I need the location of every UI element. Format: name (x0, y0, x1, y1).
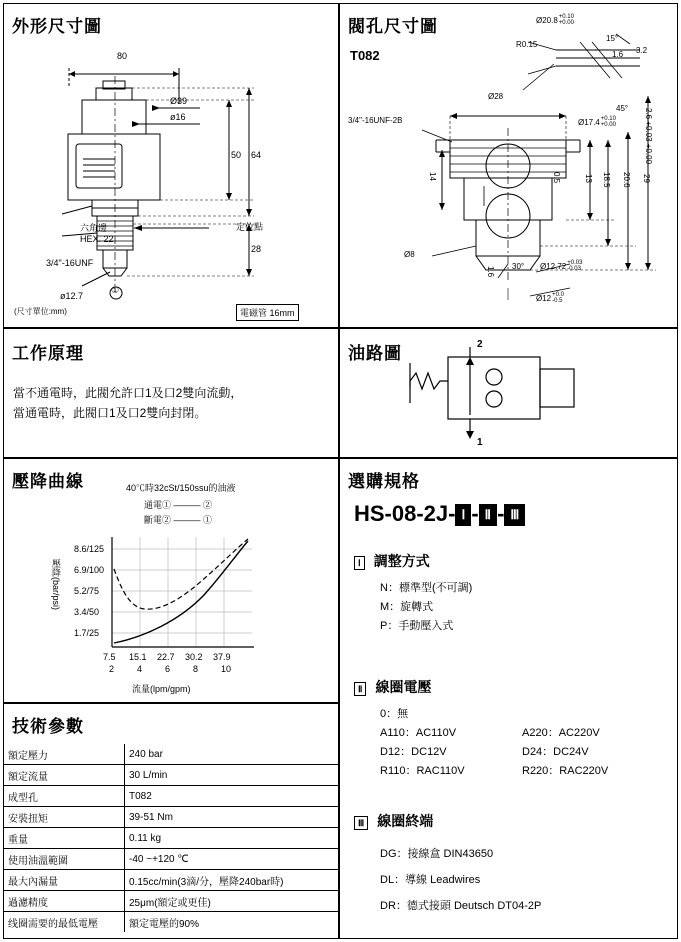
label-height-64: 64 (251, 150, 262, 160)
option-section-1-num: Ⅰ (354, 556, 365, 570)
panel-cavity-title: 閥孔尺寸圖 (348, 17, 438, 36)
option-section-3-num: Ⅲ (354, 816, 368, 830)
label-hex-22: HEX. 22 (80, 234, 114, 244)
label-r1-6: 1.6 (486, 266, 495, 278)
model-code-base: HS-08-2J- (354, 501, 456, 526)
curve-xtick-bot-4: 10 (221, 664, 232, 674)
option-item: A220：AC220V (522, 727, 600, 739)
model-code-tag-3: Ⅲ (504, 504, 525, 526)
label-d12: Ø12+0.0 -0.5 (536, 292, 564, 304)
label-depth-20-6: 20.6 (622, 172, 631, 188)
table-row (4, 807, 338, 828)
spec-value: -40 ~+120 ℃ (125, 849, 339, 870)
label-height-50: 50 (231, 150, 242, 160)
curve-oil-note: 40℃時32cSt/150ssu的油液 (126, 483, 236, 493)
panel-circuit-diagram (339, 328, 678, 458)
label-thread-unf-2b: 3/4"-16UNF-2B (348, 116, 403, 125)
label-unit-note: (尺寸單位:mm) (14, 307, 67, 316)
curve-xtick-top-1: 15.1 (129, 652, 147, 662)
label-height-28: 28 (251, 244, 262, 254)
table-row (4, 786, 338, 807)
label-diameter-12-7: ø12.7 (60, 291, 84, 301)
option-section-2 (354, 677, 670, 781)
panel-outline-dimensions (3, 3, 339, 328)
table-row (4, 891, 338, 912)
model-code-tag-1: Ⅰ (455, 504, 471, 526)
spec-value: 240 bar (125, 744, 339, 765)
option-section-2-num: Ⅱ (354, 682, 366, 696)
principle-line-1: 當不通電時，此閥允許口1及口2雙向流動， (13, 386, 243, 400)
curve-ylabel: 壓降(bar/psi) (51, 559, 61, 611)
curve-ytick-3: 3.4/50 (74, 607, 100, 617)
curve-xtick-bot-3: 8 (193, 664, 199, 674)
spec-value: 39-51 Nm (125, 807, 339, 828)
option-item: N：標準型(不可調) (380, 582, 473, 594)
coil-note-box: 電磁管 16mm (236, 304, 299, 321)
curve-ytick-4: 1.7/25 (74, 628, 100, 638)
panel-ordering-options (339, 458, 678, 939)
option-row (380, 743, 670, 762)
spec-value: 額定電壓的90% (129, 918, 200, 930)
label-hex-cn: 六角邊 (80, 223, 108, 233)
curve-ytick-1: 6.9/100 (74, 565, 105, 575)
label-coil-note (236, 304, 299, 321)
label-diameter-16: ø16 (170, 112, 186, 122)
option-item: R110：RAC110V (380, 765, 465, 777)
curve-legend-deenergized: 斷電② ——— ① (144, 515, 213, 525)
label-thread-unf: 3/4"-16UNF (46, 258, 94, 268)
spec-key: 重量 (4, 828, 125, 849)
specs-table-wrap (4, 744, 338, 932)
option-item: M：旋轉式 (380, 601, 434, 613)
curve-xtick-bot-2: 6 (165, 664, 171, 674)
spec-key: 使用油溫範圍 (4, 849, 125, 870)
circuit-drawing (340, 343, 679, 443)
panel-technical-specs (3, 703, 339, 939)
label-depth-29: 29 (642, 174, 651, 183)
label-callout-1: ① (111, 285, 120, 295)
option-item: DR：德式接頭 Deutsch DT04-2P (380, 900, 542, 912)
label-diameter-39: Ø39 (170, 96, 188, 106)
curve-xtick-bot-0: 2 (109, 664, 115, 674)
curve-xtick-top-2: 22.7 (157, 652, 175, 662)
table-row (4, 744, 338, 765)
outline-drawing (4, 28, 338, 328)
label-d17-4: Ø17.4+0.10 +0.00 (578, 116, 616, 128)
option-section-1 (354, 551, 472, 636)
circuit-port-2: 2 (477, 339, 483, 350)
curve-ytick-2: 5.2/75 (74, 586, 100, 596)
option-item: A110：AC110V (380, 727, 457, 739)
label-depth-2-6: 2.6 +0.03 +0.00 (644, 108, 653, 165)
option-section-1-title: 調整方式 (373, 553, 430, 569)
curve-xtick-top-0: 7.5 (103, 652, 116, 662)
specs-table (4, 744, 338, 932)
spec-key: 額定壓力 (4, 744, 125, 765)
option-section-2-items (380, 705, 670, 781)
label-depth-13: 13 (584, 174, 593, 183)
option-item: DG：接線盒 DIN43650 (380, 848, 494, 860)
curve-legend-energized: 通電① ——— ② (144, 500, 213, 510)
label-d8: Ø8 (404, 250, 415, 259)
label-angle-15: 15° (606, 34, 619, 43)
panel-specs-title: 技術參數 (12, 717, 84, 736)
curve-ytick-0: 8.6/125 (74, 544, 105, 554)
table-row (4, 765, 338, 786)
label-locating-point: 定位點 (236, 222, 264, 232)
model-code-tag-2: Ⅱ (479, 504, 497, 526)
label-roughness-3-2: 3.2 (636, 46, 648, 55)
option-section-3-items (380, 841, 541, 919)
spec-key: 安裝扭矩 (4, 807, 125, 828)
spec-key: 线圈需要的最低電壓 (4, 912, 125, 933)
label-d12-72: Ø12.72+0.03 -0.03 (540, 260, 583, 272)
panel-principle-title: 工作原理 (12, 344, 84, 363)
spec-key: 過濾精度 (4, 891, 125, 912)
label-width-80: 80 (117, 51, 128, 61)
option-item: R220：RAC220V (522, 765, 609, 777)
curve-xlabel: 流量(lpm/gpm) (132, 684, 191, 694)
panel-options-title: 選購規格 (348, 472, 420, 491)
option-item: P：手動壓入式 (380, 620, 454, 632)
curve-xtick-top-4: 37.9 (213, 652, 231, 662)
panel-curve-title: 壓降曲線 (12, 472, 84, 491)
option-section-1-header (354, 551, 472, 571)
label-angle-30: 30° (512, 262, 525, 271)
label-d28: Ø28 (488, 92, 504, 101)
spec-value: 30 L/min (125, 765, 339, 786)
option-section-2-title: 線圈電壓 (375, 679, 432, 695)
curve-xtick-bot-1: 4 (137, 664, 143, 674)
table-row (4, 912, 338, 933)
table-row (4, 828, 338, 849)
principle-text (13, 383, 242, 423)
panel-pressure-drop-curve (3, 458, 339, 703)
spec-value: 25μm(額定或更佳) (125, 891, 339, 912)
option-section-3-header (354, 811, 541, 831)
panel-outline-title: 外形尺寸圖 (12, 17, 102, 36)
label-depth-18-5: 18.5 (602, 172, 611, 188)
table-row (4, 849, 338, 870)
spec-value: 0.15cc/min(3滴/分，壓降240bar時) (125, 870, 339, 891)
principle-line-2: 當通電時，此閥口1及口2雙向封閉。 (13, 406, 207, 420)
panel-working-principle (3, 328, 339, 458)
option-row (380, 762, 670, 781)
label-depth-0-5: 0.5 (552, 172, 561, 184)
model-code-line: HS-08-2J- Ⅰ - Ⅱ - Ⅲ (354, 501, 525, 527)
panel-circuit-title: 油路圖 (348, 344, 402, 363)
spec-key: 額定流量 (4, 765, 125, 786)
spec-key: 成型孔 (4, 786, 125, 807)
option-section-2-header (354, 677, 670, 697)
spec-key: 最大內漏量 (4, 870, 125, 891)
option-section-1-items (380, 579, 472, 636)
cavity-code: T082 (350, 48, 380, 63)
circuit-port-1: 1 (477, 437, 483, 448)
option-item: D24：DC24V (522, 746, 589, 758)
option-item: DL：導線 Leadwires (380, 874, 481, 886)
curve-xtick-top-3: 30.2 (185, 652, 203, 662)
option-section-3-title: 線圈終端 (377, 813, 434, 829)
label-roughness-1-6: 1.6 (612, 50, 624, 59)
panel-cavity-dimensions (339, 3, 678, 328)
spec-value: 0.11 kg (125, 828, 339, 849)
label-depth-14: 14 (428, 172, 437, 181)
label-r0-15: R0.15 (516, 40, 538, 49)
cavity-drawing (340, 20, 677, 320)
option-item: 0：無 (380, 708, 409, 720)
spec-value: T082 (125, 786, 339, 807)
label-angle-45: 45° (616, 104, 629, 113)
label-d20-8: Ø20.8+0.10 +0.00 (536, 14, 574, 26)
option-section-3 (354, 811, 541, 919)
table-row (4, 870, 338, 891)
option-item: D12：DC12V (380, 746, 447, 758)
option-row (380, 724, 670, 743)
